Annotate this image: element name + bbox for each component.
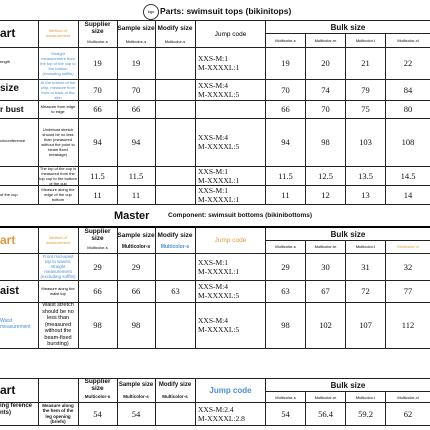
middle-row-0-supplier: 29 (93, 261, 102, 272)
middle-row-2-sample: 98 (131, 320, 141, 330)
bottom-supplier-header: Supplier size (84, 378, 111, 392)
bottom-row-bulk-l: 59.2 (358, 408, 373, 419)
middle-row-1-bulk-l: 72 (361, 286, 370, 296)
middle-row-2-bulk-l: 107 (359, 320, 372, 330)
bottom-row-code-line2: M-XXXXL:2.8 (198, 413, 245, 423)
top-bulk-sub-m: Multicolor-m (314, 38, 337, 43)
bottom-row-label: ing ference nts) (0, 403, 33, 416)
top-row-5-bulk-l: 13 (361, 189, 370, 200)
top-row-4-code-line1: XXS-M:1 (198, 166, 229, 176)
middle-row-2-code-line2: M-XXXXL:5 (198, 325, 240, 334)
top-row-1-bulk-m: 74 (321, 84, 330, 95)
bottom-sample-sub: Multicolor-s (123, 393, 149, 399)
middle-sample-sub: Multicolor-s (121, 244, 151, 250)
middle-row-1-modify: 63 (171, 286, 180, 296)
bottom-row-method: Measure along the hem of the leg opening (briefs) (42, 402, 74, 424)
middle-row-1-supplier: 66 (93, 286, 102, 296)
top-row-3-code (196, 118, 265, 166)
bottom-row-sample: 54 (131, 408, 141, 419)
top-row-5-code-line1: XXS-M:1 (198, 185, 229, 195)
middle-bulk-sub-m: Multicolor-m (314, 244, 337, 249)
top-row-4-bulk-l: 13.5 (358, 170, 373, 181)
bottom-supplier-sub: Multicolor-s (84, 393, 111, 399)
middle-method-header: Method of measurement (45, 235, 71, 245)
top-row-0-bulk-l: 21 (361, 58, 370, 68)
top-row-5-code (196, 185, 265, 204)
top-row-1-bulk-xl: 84 (403, 84, 413, 95)
top-row-0-bulk-m: 20 (321, 58, 330, 68)
top-row-4-bulk-m: 12.5 (318, 170, 333, 181)
middle-row-2-supplier: 98 (93, 320, 102, 330)
top-row-4-code-line2: M-XXXXL:1 (198, 175, 240, 185)
top-row-0-sample: 19 (131, 58, 141, 68)
middle-modify-sub: Multicolor-s (160, 244, 190, 250)
top-bulk-header: Bulk size (330, 22, 366, 32)
top-row-3-code-line2: M-XXXXL:5 (198, 142, 240, 151)
top-sample-sub: Multicolor-s (125, 38, 147, 44)
brand-logo (143, 4, 159, 20)
top-row-5-bulk-m: 12 (321, 189, 330, 200)
top-row-5-label: of the cup (0, 192, 18, 197)
middle-row-1-bulk-s: 63 (281, 286, 290, 296)
top-row-0-method: Straight measurement from the top of the cup to the bottom (excluding soffits) (40, 50, 76, 76)
bottom-row-code-line1: XXS-M:2.4 (198, 404, 234, 414)
middle-modify-header: Modify size (157, 231, 193, 239)
top-row-1-sample: 70 (131, 84, 141, 95)
middle-sample-header: Sample size (117, 231, 155, 239)
middle-row-2-code (196, 302, 265, 348)
top-row-0-code-line2: M-XXXXL:1 (198, 63, 240, 72)
top-row-5-sample: 11 (131, 189, 141, 200)
top-part-header: art (0, 26, 16, 40)
middle-supplier-header: Supplier size (84, 228, 111, 242)
top-row-1-bulk-l: 79 (361, 84, 370, 95)
bottom-modify-sub: Multicolor-s (162, 393, 188, 399)
top-row-2-bulk-s: 66 (281, 104, 290, 114)
middle-row-0-bulk-l: 31 (361, 261, 370, 272)
top-row-0-label: ength (0, 59, 11, 64)
bottom-modify-header: Modify size (158, 382, 192, 388)
bottom-bulk-sub-m: Multicolor-m (314, 394, 337, 400)
top-row-1-code (196, 79, 265, 100)
top-row-1-code-line1: XXS-M:4 (198, 80, 229, 90)
top-row-2-sample: 66 (131, 104, 141, 114)
top-row-3-bulk-m: 98 (321, 137, 330, 147)
top-row-2-bulk-m: 70 (321, 104, 330, 114)
bottom-bulk-sub-l: Multicolor-l (355, 394, 376, 400)
bottom-jump-header: Jump code (209, 386, 252, 395)
top-row-4-method: The top of the cup is measured from the top cup to the bottom of the cup (39, 165, 77, 186)
top-jump-header: Jump code (214, 30, 247, 38)
top-bulk-sub-l: Multicolor-l (355, 38, 376, 43)
master-heading: Master (114, 210, 150, 222)
middle-row-1-code (196, 280, 265, 302)
middle-row-2-label: Waist measurement (0, 318, 31, 330)
middle-row-1-code-line1: XXS-M:4 (198, 282, 229, 291)
top-row-5-bulk-s: 11 (281, 189, 290, 200)
top-row-3-label: circumference (0, 138, 26, 143)
top-row-5-code-line2: M-XXXXL:1 (198, 194, 240, 204)
bottom-bulk-header: Bulk size (330, 380, 366, 390)
top-row-3-supplier: 94 (93, 137, 102, 147)
top-row-1-supplier: 70 (93, 84, 102, 95)
brand-logo-text: logo (147, 9, 155, 14)
middle-row-1-label: aist (0, 285, 19, 297)
top-row-3-code-line1: XXS-M:4 (198, 133, 229, 142)
middle-row-0-code-line2: M-XXXXL:1 (198, 266, 240, 276)
top-row-3-method: Undebust stretch should be no less than (measured without the point to beam fixed breakage) (41, 127, 75, 157)
top-row-3-sample: 94 (131, 137, 141, 147)
bottom-row-bulk-s: 54 (281, 408, 290, 419)
top-row-0-code-line1: XXS-M:1 (198, 54, 229, 63)
bottom-row-supplier: 54 (93, 408, 102, 419)
top-row-3-bulk-l: 103 (359, 137, 372, 147)
middle-part-header: art (0, 233, 16, 247)
top-row-4-supplier: 11.5 (90, 170, 105, 181)
bottom-row-bulk-xl: 62 (403, 408, 413, 419)
middle-jump-header: Jump code (214, 237, 247, 244)
top-bulk-sub-s: Multicolor-s (275, 38, 296, 43)
top-bulk-sub-xl: Multicolor-xl (397, 38, 419, 43)
top-row-0-supplier: 19 (93, 58, 102, 68)
top-supplier-sub: Multicolor-s (87, 38, 108, 44)
middle-row-0-code (196, 253, 265, 280)
top-sample-header: Sample size (117, 24, 155, 32)
top-row-4-bulk-s: 11.5 (278, 170, 293, 181)
top-row-2-bulk-xl: 80 (403, 104, 413, 114)
top-table-title: Parts: swimsuit tops (bikinitops) (160, 6, 292, 16)
top-modify-header: Modify size (157, 24, 193, 32)
middle-row-2-bulk-s: 98 (281, 320, 290, 330)
top-row-3-bulk-xl: 108 (401, 137, 415, 147)
top-row-3-bulk-s: 94 (281, 137, 290, 147)
middle-bulk-sub-s: Multicolor-s (275, 244, 296, 249)
top-row-4-sample: 11.5 (128, 170, 144, 181)
top-row-2-bulk-l: 75 (361, 104, 370, 114)
middle-row-0-bulk-m: 30 (321, 261, 330, 272)
top-row-1-code-line2: M-XXXXL:5 (198, 89, 240, 99)
middle-row-0-sample: 29 (131, 261, 141, 272)
top-row-0-bulk-xl: 22 (403, 58, 413, 68)
top-row-0-code (196, 47, 265, 79)
middle-bulk-sub-l: Multicolor-l (355, 244, 376, 249)
top-row-4-bulk-xl: 14.5 (400, 170, 416, 181)
top-row-5-bulk-xl: 14 (403, 189, 413, 200)
top-row-4-code (196, 166, 265, 185)
middle-bulk-sub-xl: Multicolor-xl (397, 244, 419, 249)
middle-row-2-bulk-m: 102 (319, 320, 332, 330)
top-row-5-supplier: 11 (93, 189, 102, 200)
bottom-part-header: art (0, 383, 16, 397)
middle-row-2-method: Waist stretch should be no less than (measured without the beam-fixed bursting) (42, 302, 74, 348)
middle-row-1-method: Measure along the waist top (41, 286, 75, 296)
middle-row-1-bulk-m: 67 (321, 286, 330, 296)
middle-row-0-method: Front mid-waist top to waves, straight measurement (excluding soffits) (40, 254, 76, 279)
bottom-bulk-sub-s: Multicolor-s (275, 394, 296, 400)
top-row-1-label: size (0, 83, 19, 94)
top-row-0-bulk-s: 19 (281, 58, 290, 68)
middle-bulk-header: Bulk size (330, 229, 366, 239)
top-supplier-header: Supplier size (84, 21, 111, 35)
middle-row-2-code-line1: XXS-M:4 (198, 316, 229, 325)
top-row-5-method: Measure along the edge of the cup bottom (41, 187, 75, 202)
middle-row-1-bulk-xl: 77 (403, 286, 413, 296)
middle-row-0-code-line1: XXS-M:1 (198, 257, 229, 267)
middle-row-1-sample: 66 (131, 286, 141, 296)
middle-row-0-bulk-xl: 32 (403, 261, 413, 272)
bottom-bulk-sub-xl: Multicolor-xl (397, 394, 419, 400)
bottom-row-bulk-m: 56.4 (318, 408, 333, 419)
top-modify-sub: Multicolor-s (164, 38, 186, 44)
top-row-2-method: Measure from edge to edge (40, 104, 76, 114)
bottom-row-code (196, 402, 265, 425)
bottom-sample-header: Sample size (118, 382, 154, 388)
middle-table-title: Component: swimsuit bottoms (bikinibottoms) (168, 212, 313, 219)
top-row-1-method: At the bottom of the chip, measure from front to back of the skin (40, 79, 76, 100)
top-row-2-supplier: 66 (93, 104, 102, 114)
top-method-header: Method of measurement (45, 28, 71, 38)
top-row-1-bulk-s: 70 (281, 84, 290, 95)
middle-row-1-code-line2: M-XXXXL:5 (198, 291, 240, 300)
middle-row-2-bulk-xl: 112 (401, 320, 415, 330)
middle-supplier-sub: Multicolor-s (87, 244, 108, 250)
middle-row-0-bulk-s: 29 (281, 261, 290, 272)
top-row-2-label: r bust (0, 104, 24, 114)
